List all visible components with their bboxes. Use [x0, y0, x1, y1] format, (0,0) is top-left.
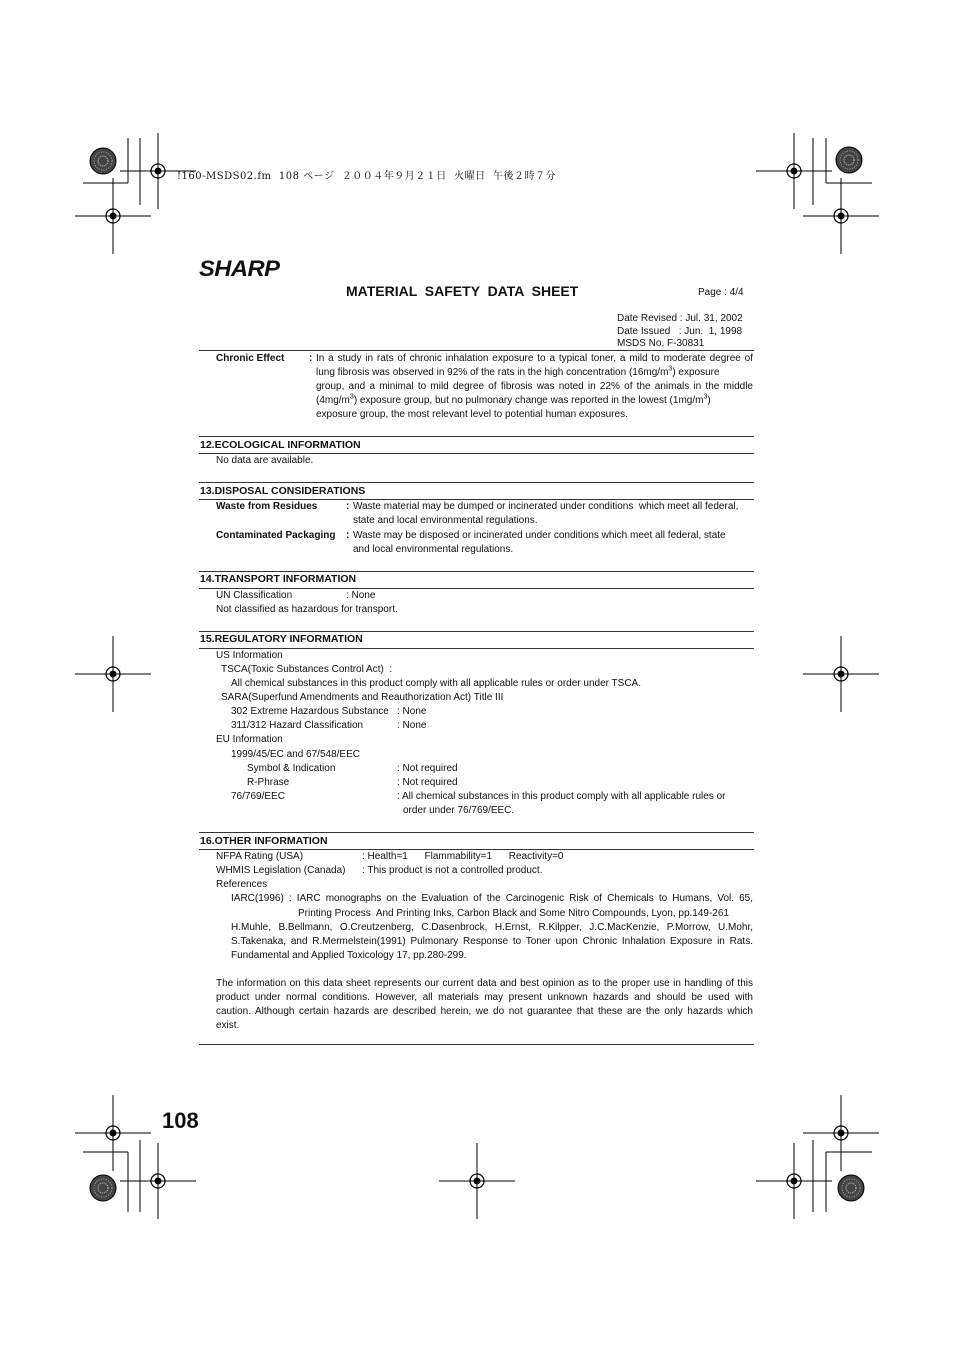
- eu-information: EU Information: [216, 734, 283, 745]
- disclaimer-line: The information on this data sheet represents our current data and best opinion as to the proper use in handling of this: [216, 978, 753, 989]
- sara-label: SARA(Superfund Amendments and Reauthorization Act) Title III: [221, 692, 504, 703]
- s302-label: 302 Extreme Hazardous Substance: [231, 706, 389, 717]
- divider: [199, 832, 754, 833]
- waste-residues-sep: :: [346, 501, 350, 512]
- chronic-line: exposure group, the most relevant level to potential human exposures.: [316, 409, 628, 420]
- eec-value: : All chemical substances in this product comply with all applicable rules or: [397, 791, 726, 802]
- un-classification-value: : None: [346, 590, 376, 601]
- section-12-heading: 12.ECOLOGICAL INFORMATION: [200, 439, 361, 451]
- divider: [199, 631, 754, 632]
- nfpa-label: NFPA Rating (USA): [216, 851, 304, 862]
- reference-iarc: IARC(1996) : IARC monographs on the Evaluation of the Carcinogenic Risk of Chemicals to Humans, Vol. 65,: [231, 893, 753, 904]
- date-revised: Date Revised : Jul. 31, 2002: [617, 313, 743, 324]
- references-heading: References: [216, 879, 268, 890]
- sharp-logo: SHARP: [199, 256, 280, 281]
- print-header: !160-MSDS02.fm 108 ページ ２００４年９月２１日 火曜日 午後２時７分: [177, 171, 557, 182]
- reference-line: S.Takenaka, and R.Mermelstein(1991) Pulmonary Response to Toner upon Chronic Inhalation Exposure in Rats.: [231, 936, 753, 947]
- packaging-line: Waste may be disposed or incinerated under conditions which meet all federal, state: [353, 530, 726, 541]
- divider: [199, 1044, 754, 1045]
- un-classification-label: UN Classification: [216, 590, 293, 601]
- section-16-heading: 16.OTHER INFORMATION: [200, 835, 328, 847]
- whmis-label: WHMIS Legislation (Canada): [216, 865, 346, 876]
- page-number: 108: [162, 1108, 199, 1133]
- chronic-line: [316, 366, 753, 380]
- chronic-line: group, and a minimal to mild degree of fibrosis was noted in 22% of the animals in the middle: [316, 381, 753, 392]
- eec-value-cont: order under 76/769/EEC.: [403, 805, 515, 816]
- divider: [199, 350, 754, 351]
- ecological-text: No data are available.: [216, 455, 314, 466]
- divider: [199, 571, 754, 572]
- section-13-heading: 13.DISPOSAL CONSIDERATIONS: [200, 485, 366, 497]
- transport-note: Not classified as hazardous for transport.: [216, 604, 398, 615]
- waste-line: state and local environmental regulations.: [353, 515, 538, 526]
- s302-value: : None: [397, 706, 427, 717]
- page-indicator: Page : 4/4: [698, 287, 744, 298]
- rphrase-label: R-Phrase: [247, 777, 290, 788]
- reference-muhle: [231, 921, 753, 963]
- disclaimer: [216, 977, 753, 1033]
- section-14-heading: 14.TRANSPORT INFORMATION: [200, 573, 357, 585]
- msds-number: MSDS No. F-30831: [617, 338, 705, 349]
- symbol-label: Symbol & Indication: [247, 763, 336, 774]
- chronic-line: $(4mg/m^3)$ exposure group, but no pulmonary change was reported in the lowest $(1mg/m^3)$: [316, 393, 711, 406]
- contaminated-packaging-text: [353, 529, 753, 557]
- contaminated-packaging-label: Contaminated Packaging: [216, 530, 336, 541]
- divider: [199, 436, 754, 437]
- reference-iarc-cont: Printing Process And Printing Inks, Carbon Black and Some Nitro Compounds, Lyon, pp.149-261: [298, 908, 729, 919]
- symbol-value: : Not required: [397, 763, 458, 774]
- eu-directive: 1999/45/EC and 67/548/EEC: [231, 749, 360, 760]
- date-issued: Date Issued : Jun. 1, 1998: [617, 326, 743, 337]
- reference-line: Fundamental and Applied Toxicology 17, pp.280-299.: [231, 950, 467, 961]
- s311-value: : None: [397, 720, 427, 731]
- waste-line: Waste material may be dumped or incinerated under conditions which meet all federal,: [353, 501, 739, 512]
- s311-label: 311/312 Hazard Classification: [231, 720, 364, 731]
- document-title: MATERIAL SAFETY DATA SHEET: [346, 283, 579, 299]
- tsca-label: TSCA(Toxic Substances Control Act) :: [221, 664, 393, 675]
- chronic-effect-text: [316, 352, 753, 422]
- chronic-effect-sep: :: [309, 353, 313, 364]
- chronic-effect-label: Chronic Effect: [216, 353, 285, 364]
- disclaimer-line: product under normal conditions. However, all materials may present unknown hazards and should be used with: [216, 992, 753, 1003]
- chronic-line: In a study in rats of chronic inhalation exposure to a typical toner, a mild to moderate degree of: [316, 353, 753, 364]
- rphrase-value: : Not required: [397, 777, 458, 788]
- disclaimer-line: exist.: [216, 1020, 240, 1031]
- section-15-heading: 15.REGULATORY INFORMATION: [200, 633, 363, 645]
- waste-residues-text: [353, 500, 753, 528]
- us-information: US Information: [216, 650, 283, 661]
- eec-label: 76/769/EEC: [231, 791, 285, 802]
- packaging-line: and local environmental regulations.: [353, 544, 514, 555]
- disclaimer-line: caution. Although certain hazards are described herein, we do not guarantee that these are the only hazards which: [216, 1006, 753, 1017]
- tsca-text: All chemical substances in this product comply with all applicable rules or order under TSCA.: [231, 678, 642, 689]
- chronic-text: lung fibrosis was observed in 92% of the rats in the high concentration $(16mg/m^3)$ exposure: [316, 365, 720, 378]
- contaminated-packaging-sep: :: [346, 530, 350, 541]
- reference-line: H.Muhle, B.Bellmann, O.Creutzenberg, C.Dasenbrock, H.Ernst, R.Kilpper, J.C.MacKenzie, P.Morrow, U.Mohr,: [231, 922, 753, 933]
- whmis-value: : This product is not a controlled product.: [362, 865, 543, 876]
- divider: [199, 482, 754, 483]
- nfpa-value: : Health=1 Flammability=1 Reactivity=0: [362, 851, 564, 862]
- waste-residues-label: Waste from Residues: [216, 501, 318, 512]
